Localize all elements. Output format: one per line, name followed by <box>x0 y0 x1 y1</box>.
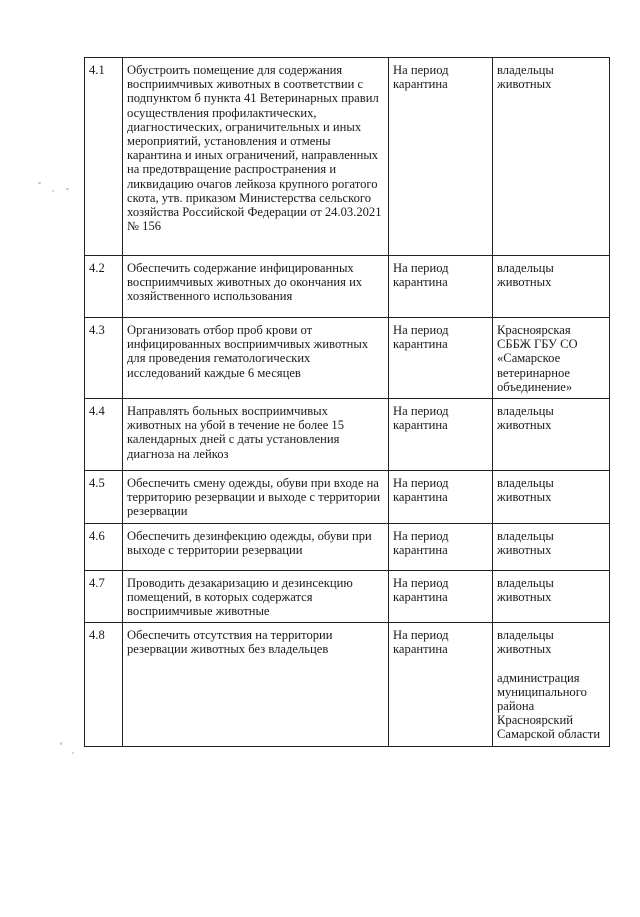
row-term: На период карантина <box>389 256 493 318</box>
scan-speck <box>38 182 41 184</box>
table-row <box>85 399 610 471</box>
scan-speck <box>66 188 69 190</box>
row-action: Направлять больных восприимчивых животных на убой в течение не более 15 календарных дней с даты установления диагноза на лейкоз <box>123 399 389 471</box>
table-row <box>85 623 610 746</box>
table-row <box>85 471 610 524</box>
row-action: Обеспечить содержание инфицированных восприимчивых животных до окончания их хозяйственного использования <box>123 256 389 318</box>
scan-speck <box>52 190 54 192</box>
row-number: 4.8 <box>85 623 123 746</box>
row-action: Обустроить помещение для содержания восприимчивых животных в соответствии с подпунктом б пункта 41 Ветеринарных правил осуществления профилактических, диагностических, ограничительных и иных мероприятий, установления и отмены карантина и иных ограничений, направленных на предотвращение распространения и ликвидацию очагов лейкоза крупного рогатого скота, утв. приказом Министерства сельского хозяйства Российской Федерации от 24.03.2021 № 156 <box>123 58 389 256</box>
responsible-entry: администрация муниципального района Красноярский Самарской области <box>497 670 601 742</box>
row-responsible <box>493 58 610 256</box>
table-row <box>85 570 610 623</box>
row-responsible <box>493 471 610 524</box>
responsible-entry: владельцы животных <box>497 404 554 433</box>
row-action: Обеспечить отсутствия на территории резервации животных без владельцев <box>123 623 389 746</box>
row-action: Обеспечить дезинфекцию одежды, обуви при выходе с территории резервации <box>123 523 389 570</box>
row-action: Проводить дезакаризацию и дезинсекцию помещений, в которых содержатся восприимчивые животные <box>123 570 389 623</box>
row-term: На период карантина <box>389 471 493 524</box>
row-number: 4.4 <box>85 399 123 471</box>
row-action: Организовать отбор проб крови от инфицированных восприимчивых животных для проведения гематологических исследований каждые 6 месяцев <box>123 318 389 399</box>
table-row <box>85 318 610 399</box>
table-row <box>85 256 610 318</box>
row-number: 4.5 <box>85 471 123 524</box>
responsible-entry: владельцы животных <box>497 63 554 92</box>
responsible-entry: владельцы животных <box>497 476 554 505</box>
responsible-entry: владельцы животных <box>497 528 554 557</box>
row-number: 4.2 <box>85 256 123 318</box>
table-row <box>85 58 610 256</box>
row-responsible <box>493 623 610 746</box>
row-number: 4.1 <box>85 58 123 256</box>
scan-speck <box>72 752 74 754</box>
responsible-entry: Красноярская СББЖ ГБУ СО «Самарское ветеринарное объединение» <box>497 323 578 394</box>
row-responsible <box>493 523 610 570</box>
row-responsible <box>493 570 610 623</box>
row-term: На период карантина <box>389 570 493 623</box>
responsible-entry: владельцы животных <box>497 261 554 290</box>
table-row <box>85 523 610 570</box>
row-term: На период карантина <box>389 523 493 570</box>
row-responsible <box>493 256 610 318</box>
row-responsible <box>493 399 610 471</box>
scan-speck <box>60 742 62 745</box>
responsible-entry: владельцы животных <box>497 575 554 604</box>
row-action: Обеспечить смену одежды, обуви при входе на территорию резервации и выходе с территории резервации <box>123 471 389 524</box>
responsible-entry: владельцы животных <box>497 628 554 657</box>
row-term: На период карантина <box>389 58 493 256</box>
responsible-spacer <box>497 657 605 671</box>
row-term: На период карантина <box>389 623 493 746</box>
row-number: 4.3 <box>85 318 123 399</box>
row-number: 4.6 <box>85 523 123 570</box>
measures-table <box>84 57 610 747</box>
row-term: На период карантина <box>389 318 493 399</box>
row-number: 4.7 <box>85 570 123 623</box>
row-responsible <box>493 318 610 399</box>
row-term: На период карантина <box>389 399 493 471</box>
